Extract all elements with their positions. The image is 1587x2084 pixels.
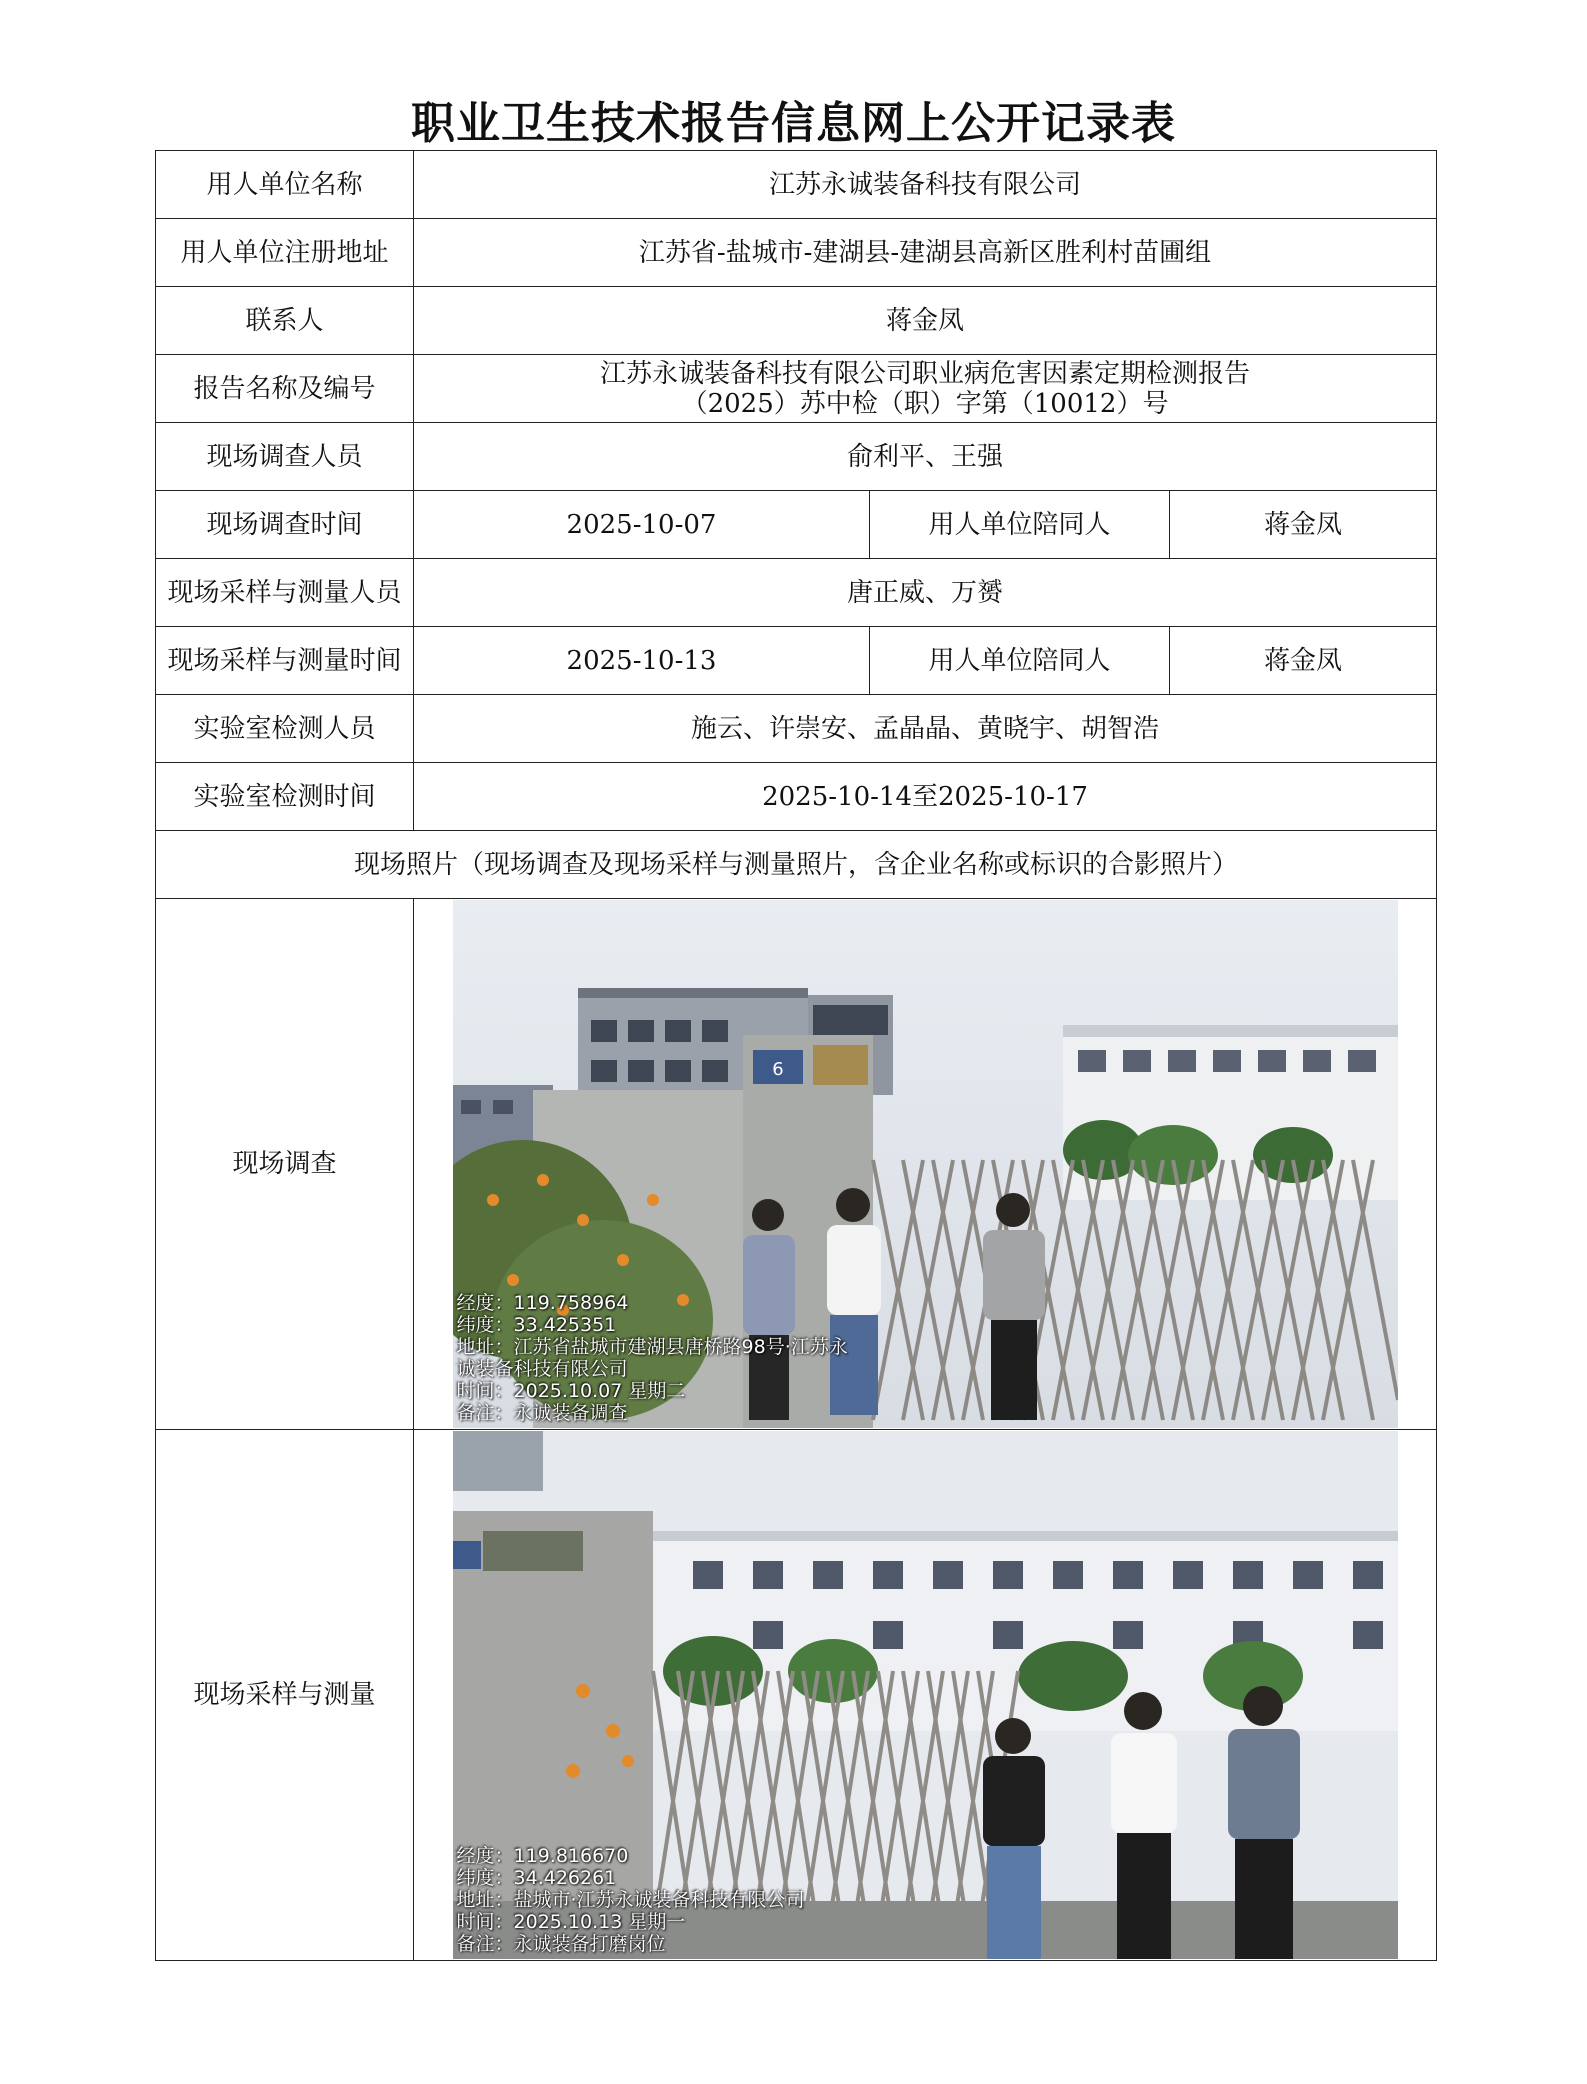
value-sampling-time: 2025-10-13 [414, 627, 870, 695]
label-survey-time: 现场调查时间 [156, 491, 414, 559]
house-number-sign: 6 [771, 1059, 784, 1080]
row-employer-name [156, 151, 1437, 219]
watermark-longitude: 经度：119.816670 [456, 1845, 629, 1867]
photo-survey-cell [414, 899, 1437, 1430]
label-photo-sampling: 现场采样与测量 [156, 1430, 414, 1961]
label-photo-survey: 现场调查 [156, 899, 414, 1430]
value-lab-staff: 施云、许崇安、孟晶晶、黄晓宇、胡智浩 [414, 695, 1437, 763]
watermark-latitude: 纬度：34.426261 [456, 1867, 617, 1889]
value-survey-time: 2025-10-07 [414, 491, 870, 559]
report-name: 江苏永诚装备科技有限公司职业病危害因素定期检测报告 [600, 358, 1251, 389]
row-photo-sampling [156, 1430, 1437, 1961]
watermark-address: 地址：江苏省盐城市建湖县唐桥路98号·江苏永 [456, 1336, 848, 1358]
value-employer-name: 江苏永诚装备科技有限公司 [414, 151, 1437, 219]
row-contact [156, 287, 1437, 355]
label-employer-address: 用人单位注册地址 [156, 219, 414, 287]
photos-header: 现场照片（现场调查及现场采样与测量照片，含企业名称或标识的合影照片） [156, 831, 1437, 899]
watermark-time: 时间：2025.10.13 星期一 [456, 1911, 686, 1933]
row-employer-address [156, 219, 1437, 287]
value-report [414, 355, 1437, 423]
photo-sampling [453, 1431, 1398, 1959]
value-lab-time: 2025-10-14至2025-10-17 [414, 763, 1437, 831]
row-photo-survey [156, 899, 1437, 1430]
watermark-address: 地址：盐城市·江苏永诚装备科技有限公司 [456, 1889, 805, 1911]
watermark-longitude: 经度：119.758964 [456, 1292, 629, 1314]
row-sampling-staff [156, 559, 1437, 627]
watermark-note: 备注：永诚装备调查 [456, 1402, 628, 1424]
value-employer-address: 江苏省-盐城市-建湖县-建湖县高新区胜利村苗圃组 [414, 219, 1437, 287]
value-survey-companion: 蒋金凤 [1170, 491, 1437, 559]
row-report [156, 355, 1437, 423]
photo-sampling-cell [414, 1430, 1437, 1961]
row-survey-staff [156, 423, 1437, 491]
label-sampling-companion: 用人单位陪同人 [870, 627, 1170, 695]
label-lab-staff: 实验室检测人员 [156, 695, 414, 763]
label-sampling-staff: 现场采样与测量人员 [156, 559, 414, 627]
row-survey-time [156, 491, 1437, 559]
watermark-latitude: 纬度：33.425351 [456, 1314, 617, 1336]
value-sampling-companion: 蒋金凤 [1170, 627, 1437, 695]
label-lab-time: 实验室检测时间 [156, 763, 414, 831]
photo-survey [453, 900, 1398, 1428]
photo-survey-watermark [457, 1292, 848, 1424]
report-number: （2025）苏中检（职）字第（10012）号 [681, 388, 1169, 419]
row-sampling-time [156, 627, 1437, 695]
page-title: 职业卫生技术报告信息网上公开记录表 [411, 98, 1176, 149]
label-employer-name: 用人单位名称 [156, 151, 414, 219]
row-photos-header [156, 831, 1437, 899]
watermark-note: 备注：永诚装备打磨岗位 [456, 1933, 666, 1955]
photo-sampling-watermark [457, 1845, 805, 1955]
label-sampling-time: 现场采样与测量时间 [156, 627, 414, 695]
row-lab-staff [156, 695, 1437, 763]
label-survey-staff: 现场调查人员 [156, 423, 414, 491]
value-contact: 蒋金凤 [414, 287, 1437, 355]
value-sampling-staff: 唐正威、万赟 [414, 559, 1437, 627]
value-survey-staff: 俞利平、王强 [414, 423, 1437, 491]
label-survey-companion: 用人单位陪同人 [870, 491, 1170, 559]
record-table [155, 150, 1437, 1961]
label-report: 报告名称及编号 [156, 355, 414, 423]
watermark-time: 时间：2025.10.07 星期二 [456, 1380, 686, 1402]
watermark-address-cont: 诚装备科技有限公司 [456, 1358, 628, 1380]
label-contact: 联系人 [156, 287, 414, 355]
row-lab-time [156, 763, 1437, 831]
